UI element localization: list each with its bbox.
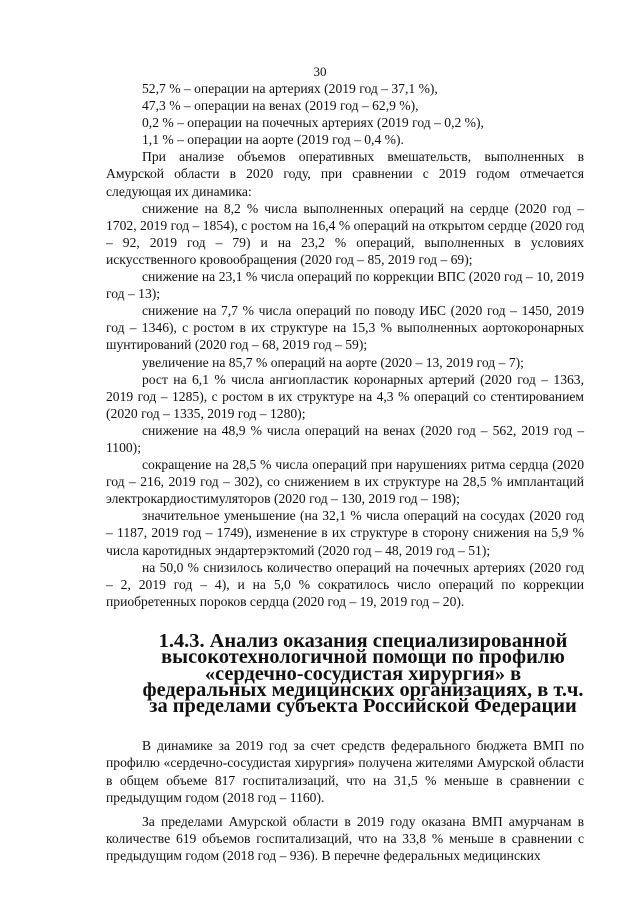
dynamics-item: рост на 6,1 % числа ангиопластик коронарных артерий (2020 год – 1363, 2019 год – 1285), с ростом в их структуре на 4,3 % операций со стентированием (2020 год – 1335, 2019 год – 1280);	[106, 371, 584, 421]
share-list-item: 52,7 % – операции на артериях (2019 год – 37,1 %),	[142, 81, 438, 96]
page-number: 30	[313, 64, 327, 79]
dynamics-item: снижение на 23,1 % числа операций по коррекции ВПС (2020 год – 10, 2019 год – 13);	[106, 269, 584, 302]
dynamics-item: снижение на 48,9 % числа операций на венах (2020 год – 562, 2019 год – 1100);	[106, 422, 584, 455]
body-paragraph: В динамике за 2019 год за счет средств федерального бюджета ВМП по профилю «сердечно-сосудистая хирургия» получена жителями Амурской области в общем объеме 817 госпитализаций, что на 31,5 % меньше в сравнении с предыдущим годом (2018 год – 1160).	[106, 738, 584, 805]
dynamics-item: значительное уменьшение (на 32,1 % числа операций на сосудах (2020 год – 1187, 2019 год – 1749), изменение в их структуре в сторону снижения на 5,9 % числа каротидных эндартерэктомий (2020 год – 48, 2019 год – 51);	[106, 508, 584, 558]
body-paragraph: За пределами Амурской области в 2019 году оказана ВМП амурчанам в количестве 619 объемов госпитализаций, что на 33,8 % меньше в сравнении с предыдущим годом (2018 год – 936). В перечне федеральных медицинских	[106, 813, 584, 863]
document-body	[106, 80, 584, 864]
dynamics-item: увеличение на 85,7 % операций на аорте (2020 – 13, 2019 год – 7);	[142, 354, 524, 370]
share-list-item: 1,1 % – операции на аорте (2019 год – 0,4 %).	[142, 132, 404, 148]
share-list-item: 47,3 % – операции на венах (2019 год – 62,9 %),	[142, 98, 419, 114]
dynamics-item: снижение на 7,7 % числа операций по поводу ИБС (2020 год – 1450, 2019 год – 1346), с ростом в их структуре на 15,3 % выполненных аортокоронарных шунтирований (2020 год – 68, 2019 год – 59);	[106, 303, 584, 353]
dynamics-item: сокращение на 28,5 % числа операций при нарушениях ритма сердца (2020 год – 216, 2019 год – 302), со снижением в их структуре на 28,5 % имплантаций электрокардиостимуляторов (2020 год – 130, 2019 год – 198);	[106, 457, 584, 507]
dynamics-item: снижение на 8,2 % числа выполненных операций на сердце (2020 год – 1702, 2019 год – 1854), с ростом на 16,4 % операций на открытом сердце (2020 год – 92, 2019 год – 79) и на 23,2 % операций, выполненных в условиях искусственного кровообращения (2020 год – 85, 2019 год – 69);	[106, 200, 584, 267]
dynamics-intro-paragraph: При анализе объемов оперативных вмешательств, выполненных в Амурской области в 2020 году, при сравнении с 2019 годом отмечается следующая их динамика:	[106, 149, 584, 199]
dynamics-item: на 50,0 % снизилось количество операций на почечных артериях (2020 год – 2, 2019 год – 4), и на 5,0 % сократилось число операций по коррекции приобретенных пороков сердца (2020 год – 19, 2019 год – 20).	[106, 559, 584, 609]
share-list-item: 0,2 % – операции на почечных артериях (2019 год – 0,2 %),	[142, 115, 484, 131]
section-heading: 1.4.3. Анализ оказания специализированной высокотехнологичной помощи по профилю «сердечно-сосудистая хирургия» в федеральных медицинских организациях, в т.ч. за пределами субъекта Российской Федерации	[142, 629, 584, 718]
